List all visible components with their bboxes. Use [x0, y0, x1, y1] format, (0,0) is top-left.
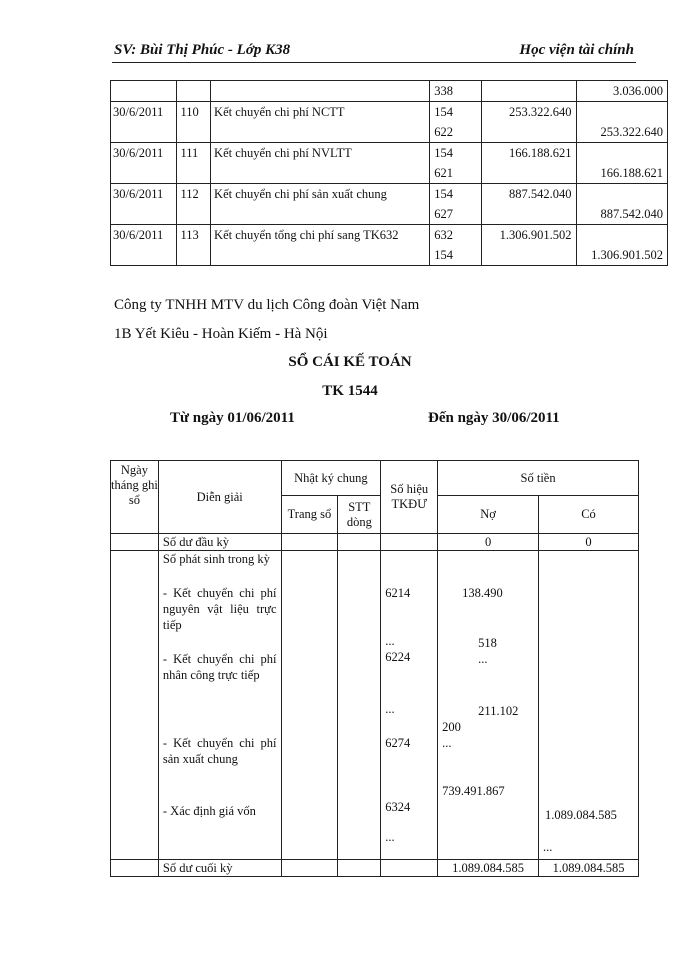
- col-line-header: STT dòng: [338, 496, 381, 534]
- table-row: 30/6/2011 110 Kết chuyển chi phí NCTT 154 622 253.322.640 253.322.640: [111, 102, 668, 143]
- col-credit-header: Có: [539, 496, 639, 534]
- ledger-title: SỔ CÁI KẾ TOÁN: [288, 354, 412, 370]
- date-from: Từ ngày 01/06/2011: [170, 410, 295, 426]
- closing-row: Số dư cuối kỳ 1.089.084.585 1.089.084.585: [111, 860, 639, 877]
- col-page-header: Trang sổ: [281, 496, 338, 534]
- item-desc: - Xác định giá vốn: [162, 804, 256, 818]
- item-desc: - Kết chuyển chi phí nhân công trực tiếp: [162, 652, 277, 682]
- table-row: 30/6/2011 113 Kết chuyển tổng chi phí sang TK632 632 154 1.306.901.502 1.306.901.502: [111, 225, 668, 266]
- header-institution: Học viện tài chính: [519, 42, 634, 58]
- col-journal-header: Nhật ký chung: [281, 461, 381, 496]
- company-name: Công ty TNHH MTV du lịch Công đoàn Việt Nam: [114, 297, 420, 313]
- account-code: TK 1544: [322, 383, 378, 399]
- table-row: 30/6/2011 112 Kết chuyển chi phí sản xuất chung 154 627 887.542.040 887.542.040: [111, 184, 668, 225]
- item-desc: - Kết chuyển chi phí sản xuất chung: [162, 736, 277, 766]
- col-debit-header: Nợ: [438, 496, 539, 534]
- journal-table: [110, 80, 668, 266]
- page-header: [112, 40, 636, 63]
- date-to: Đến ngày 30/06/2011: [428, 410, 560, 426]
- item-desc: - Kết chuyển chi phí nguyên vật liệu trực tiếp: [162, 586, 277, 632]
- opening-row: Số dư đầu kỳ 0 0: [111, 534, 639, 551]
- arising-label: Số phát sinh trong kỳ: [162, 552, 270, 566]
- header-author: SV: Bùi Thị Phúc - Lớp K38: [114, 42, 291, 58]
- header-row: [111, 461, 639, 496]
- col-amount-header: Số tiền: [438, 461, 639, 496]
- col-desc-header: Diễn giải: [158, 461, 281, 534]
- table-row: 338 3.036.000: [111, 81, 668, 102]
- company-address: 1B Yết Kiêu - Hoàn Kiếm - Hà Nội: [114, 326, 328, 342]
- ledger-table: [110, 460, 639, 877]
- table-row: 30/6/2011 111 Kết chuyển chi phí NVLTT 154 621 166.188.621 166.188.621: [111, 143, 668, 184]
- arising-row: Số phát sinh trong kỳ - Kết chuyển chi phí nguyên vật liệu trực tiếp - Kết chuyển chi phí nhân công trực tiếp - Kết chuyển chi phí sản xuất chung - Xác định giá vốn 6214 ... 6224 ... 6274 6324 ... 138.490 518 ... 211.102 200 ... 739.491.867 1.089.084.585 ...: [111, 551, 639, 860]
- col-date-header: Ngày tháng ghi sổ: [111, 461, 159, 534]
- col-acc-header: Số hiệu TKĐƯ: [381, 461, 438, 534]
